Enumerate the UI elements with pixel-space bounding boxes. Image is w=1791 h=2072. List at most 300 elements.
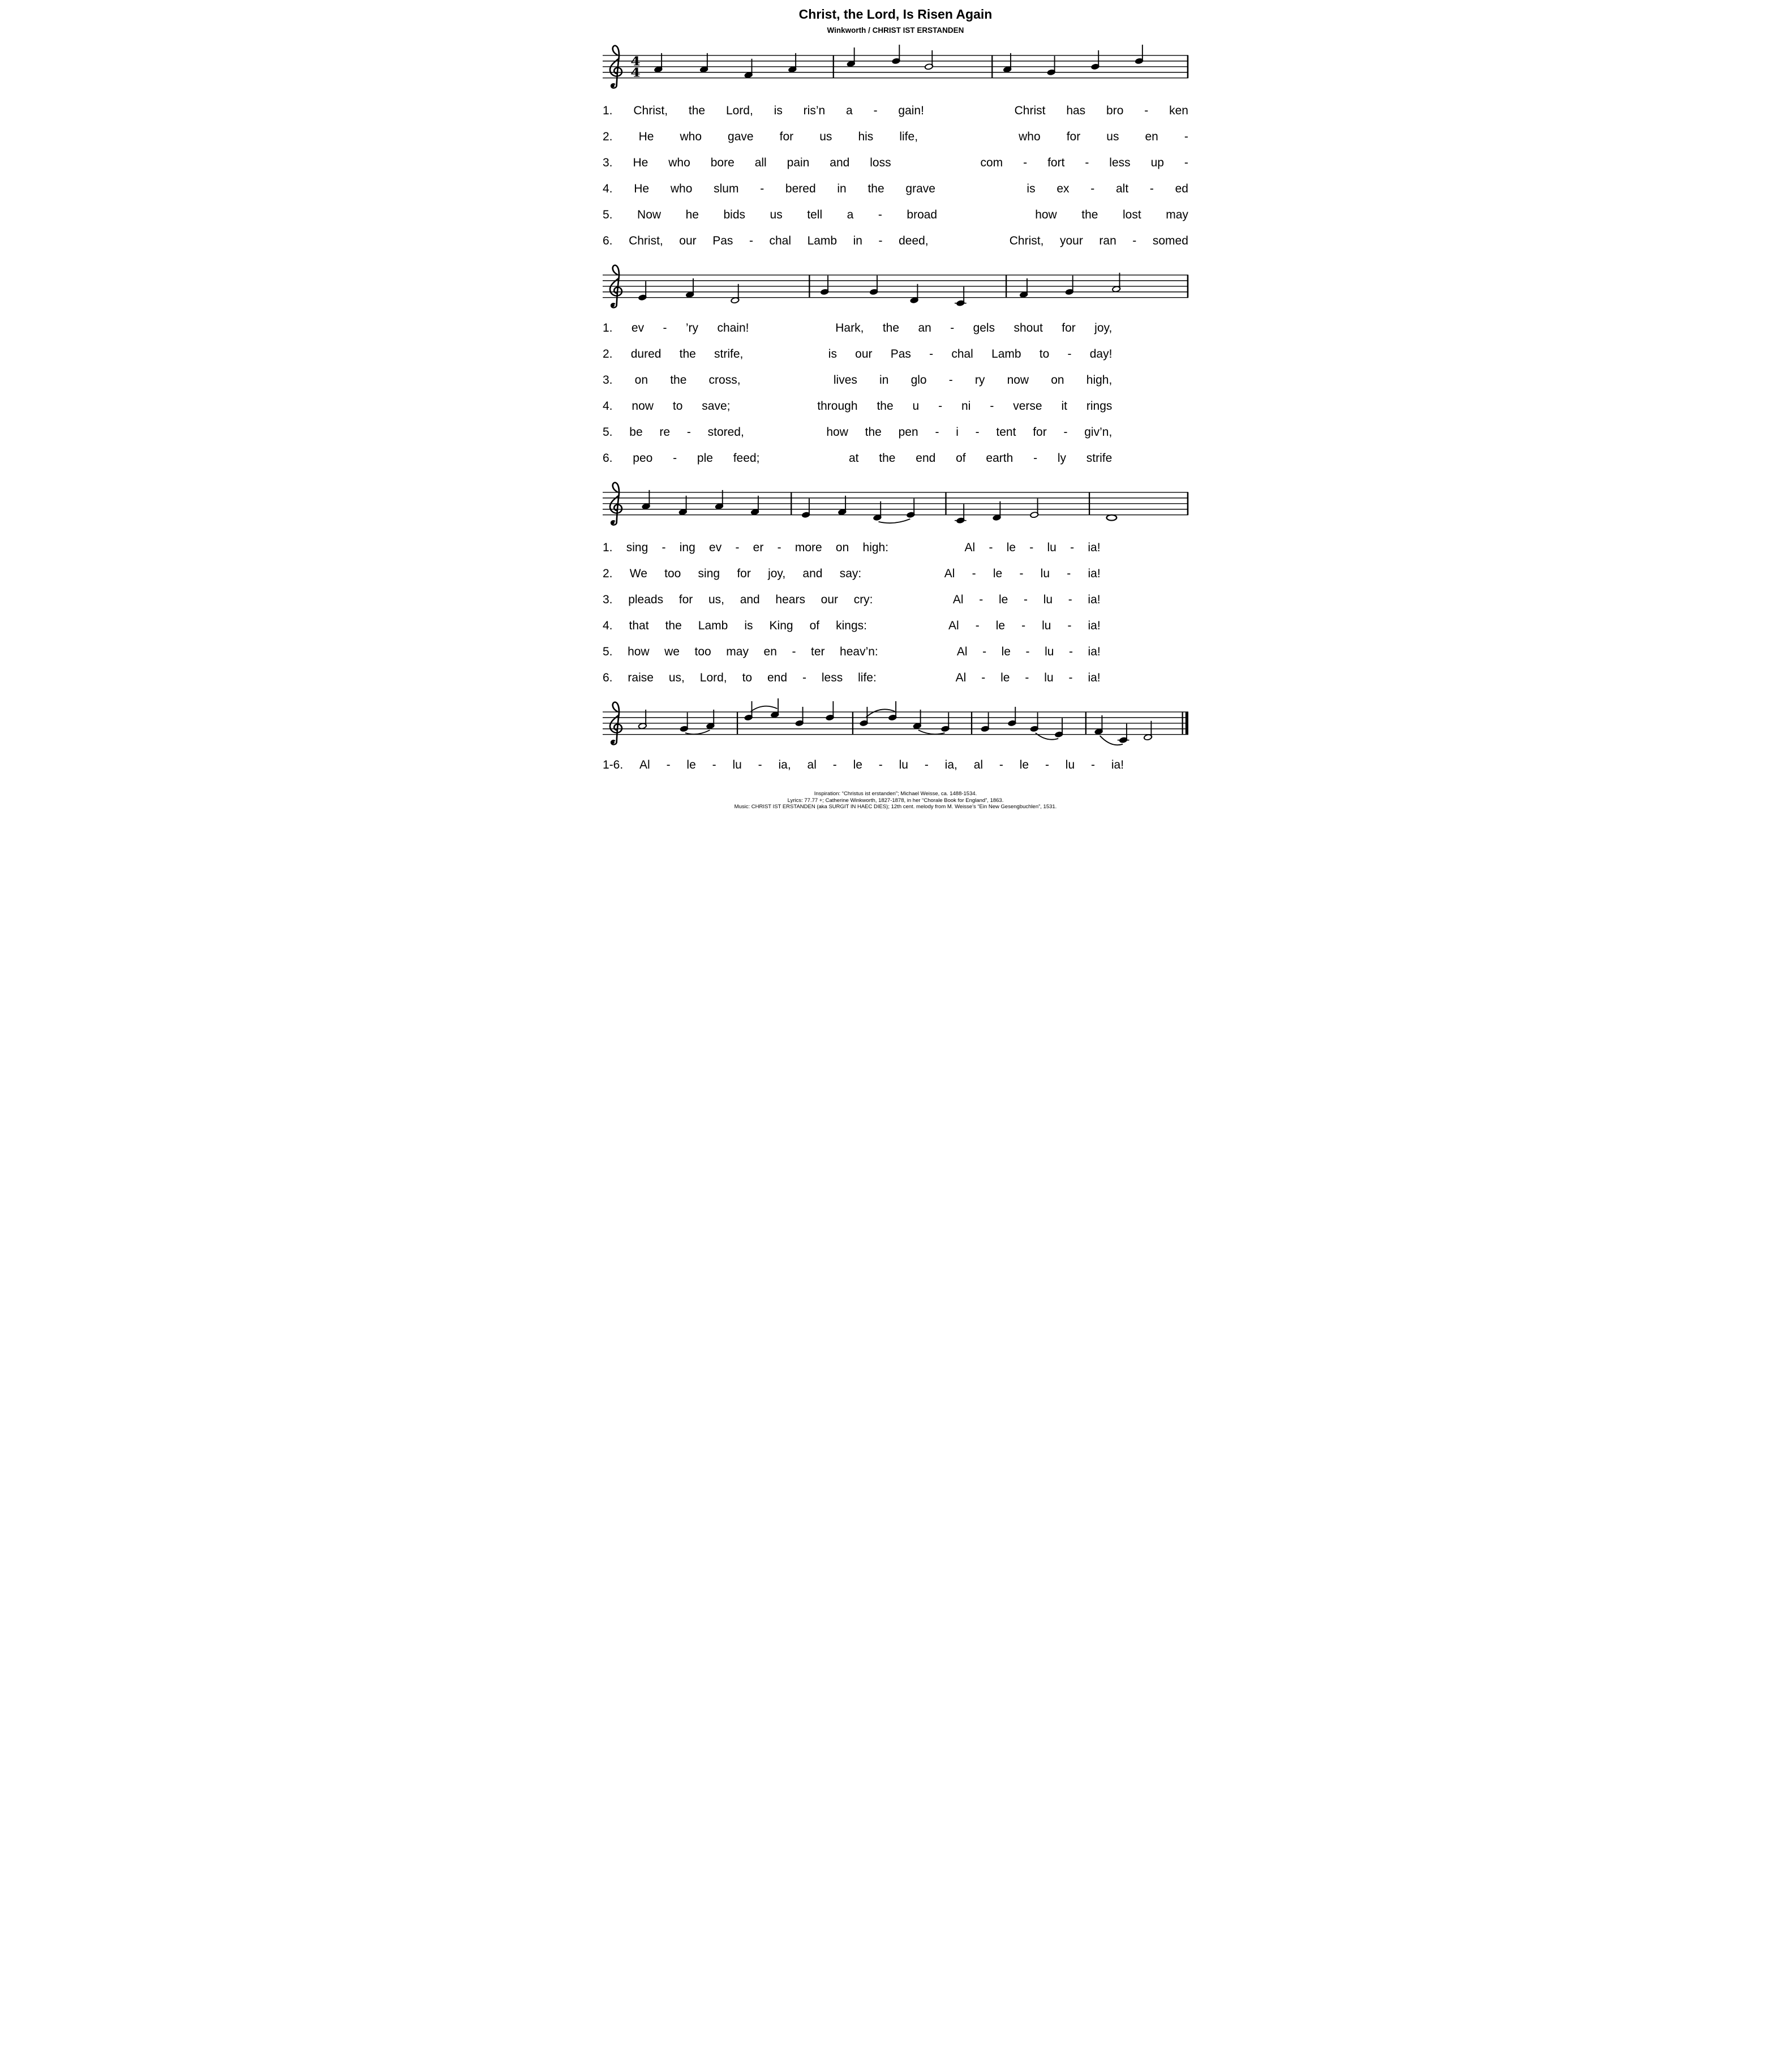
lyric-line: [603, 419, 1112, 445]
lyric-line: [603, 367, 1112, 393]
syllable-hyphen: -: [1025, 645, 1030, 658]
syllable-hyphen: -: [935, 426, 939, 439]
syllable-hyphen: -: [1069, 645, 1073, 658]
lyric-word: 6.: [603, 671, 613, 684]
syllable-hyphen: -: [802, 671, 806, 684]
syllable-hyphen: -: [1070, 541, 1075, 554]
lyric-word: lu: [1045, 645, 1054, 658]
lyric-word: the: [665, 619, 682, 632]
lyric-word: to: [1039, 348, 1050, 361]
syllable-hyphen: -: [999, 758, 1003, 771]
syllable-hyphen: -: [878, 234, 883, 247]
lyric-line: [603, 341, 1112, 367]
lyric-word: for: [1062, 321, 1076, 334]
lyric-line: [603, 315, 1112, 341]
lyric-word: end: [916, 452, 936, 465]
lyric-word: on: [1051, 374, 1064, 387]
lyric-word: gels: [973, 321, 995, 334]
lyric-word: Lord,: [725, 104, 753, 117]
lyric-word: giv’n,: [1084, 426, 1113, 439]
lyric-word: ia!: [1088, 567, 1101, 580]
lyric-word: our: [821, 593, 838, 606]
lyric-word: fort: [1047, 156, 1065, 169]
time-signature: 4: [630, 65, 641, 80]
lyric-word: Lamb: [698, 619, 728, 632]
syllable-hyphen: -: [975, 619, 980, 632]
lyric-word: ex: [1056, 182, 1070, 195]
lyric-line: [603, 587, 1101, 613]
lyric-word: ia!: [1111, 758, 1124, 771]
lyric-word: somed: [1152, 234, 1188, 247]
lyric-word: dured: [630, 348, 662, 361]
lyric-word: us,: [708, 593, 724, 606]
lyric-word: broad: [907, 208, 938, 221]
lyric-word: us: [1106, 130, 1119, 143]
lyric-word: gain!: [898, 104, 924, 117]
lyric-word: le: [1000, 671, 1010, 684]
syllable-hyphen: -: [948, 374, 953, 387]
lyric-word: be: [629, 426, 643, 439]
lyric-word: 6.: [603, 234, 613, 247]
syllable-hyphen: -: [878, 208, 882, 221]
lyric-word: on: [634, 374, 648, 387]
lyric-word: glo: [910, 374, 927, 387]
syllable-hyphen: -: [950, 321, 955, 334]
lyric-line: [603, 665, 1101, 691]
verse-block-2: [603, 315, 1112, 471]
lyric-word: bore: [710, 156, 735, 169]
lyric-word: Al: [952, 593, 964, 606]
lyric-word: day!: [1089, 348, 1113, 361]
lyric-word: the: [688, 104, 706, 117]
lyric-word: 1.: [603, 321, 613, 334]
treble-clef-icon: [613, 702, 619, 743]
lyric-word: the: [882, 321, 900, 334]
lyric-word: bro: [1106, 104, 1124, 117]
lyric-word: le: [686, 758, 696, 771]
lyric-word: and: [802, 567, 823, 580]
lyric-word: less: [1109, 156, 1131, 169]
lyric-word: ia,: [944, 758, 957, 771]
lyric-line: [603, 393, 1112, 419]
lyric-word: for: [678, 593, 693, 606]
lyric-word: through: [817, 400, 858, 413]
lyric-word: ris’n: [803, 104, 826, 117]
lyric-word: high:: [862, 541, 889, 554]
lyric-word: in: [853, 234, 862, 247]
slur: [918, 730, 945, 734]
lyric-word: life:: [858, 671, 877, 684]
lyric-word: chal: [951, 348, 973, 361]
treble-clef-icon: [613, 46, 619, 86]
lyric-word: Christ,: [1009, 234, 1044, 247]
lyric-word: more: [794, 541, 822, 554]
lyric-word: Al: [955, 671, 967, 684]
syllable-hyphen: -: [1085, 156, 1089, 169]
lyric-word: sing: [626, 541, 648, 554]
lyric-word: now: [632, 400, 654, 413]
lyric-word: strife: [1086, 452, 1113, 465]
treble-clef-icon: [611, 521, 615, 524]
lyric-word: He: [638, 130, 654, 143]
syllable-hyphen: -: [663, 321, 667, 334]
lyric-word: kings:: [836, 619, 867, 632]
slur: [878, 519, 910, 523]
syllable-hyphen: -: [1090, 182, 1095, 195]
syllable-hyphen: -: [1033, 452, 1038, 465]
lyric-word: lu: [899, 758, 908, 771]
syllable-hyphen: -: [1045, 758, 1049, 771]
lyric-word: now: [1007, 374, 1029, 387]
syllable-hyphen: -: [873, 104, 878, 117]
lyric-word: 1-6.: [603, 758, 624, 771]
lyric-word: how: [1035, 208, 1057, 221]
lyric-word: too: [694, 645, 711, 658]
lyric-word: lives: [833, 374, 857, 387]
lyric-word: up: [1150, 156, 1164, 169]
lyric-word: 3.: [603, 374, 613, 387]
lyric-word: less: [821, 671, 843, 684]
lyric-word: ia!: [1088, 645, 1101, 658]
lyric-word: of: [956, 452, 966, 465]
lyric-word: gave: [728, 130, 754, 143]
syllable-hyphen: -: [777, 541, 781, 554]
lyric-word: rings: [1086, 400, 1113, 413]
lyric-word: and: [740, 593, 760, 606]
lyric-word: who: [680, 130, 702, 143]
lyric-word: end: [767, 671, 788, 684]
lyric-word: ia,: [778, 758, 791, 771]
lyric-word: en: [1145, 130, 1158, 143]
lyric-word: may: [1166, 208, 1188, 221]
lyric-word: joy,: [768, 567, 786, 580]
lyric-word: us: [819, 130, 832, 143]
lyric-word: Christ,: [633, 104, 668, 117]
syllable-hyphen: -: [662, 541, 666, 554]
lyric-word: ev: [709, 541, 722, 554]
lyric-word: cry:: [853, 593, 873, 606]
lyric-word: 5.: [603, 645, 613, 658]
lyric-word: ia!: [1088, 593, 1101, 606]
lyric-word: Al: [639, 758, 650, 771]
lyric-word: Now: [637, 208, 662, 221]
lyric-word: lu: [732, 758, 742, 771]
credit-music: Music: CHRIST IST ERSTANDEN (aka SURGIT IN HAEC DIES); 12th cent. melody from M. Weisse’s “Ein New Gesengbuchlen”, 1531.: [734, 804, 1057, 810]
lyric-word: has: [1066, 104, 1086, 117]
lyric-word: ia!: [1088, 671, 1101, 684]
lyric-word: lu: [1065, 758, 1075, 771]
syllable-hyphen: -: [1063, 426, 1068, 439]
lyric-word: al: [973, 758, 983, 771]
lyric-word: who: [668, 156, 690, 169]
lyric-word: verse: [1013, 400, 1042, 413]
lyric-word: 5.: [603, 426, 613, 439]
lyric-word: bids: [723, 208, 746, 221]
lyric-line: [603, 561, 1101, 587]
syllable-hyphen: -: [990, 400, 994, 413]
lyric-word: us,: [668, 671, 685, 684]
lyric-word: the: [867, 182, 884, 195]
lyric-word: Al: [948, 619, 959, 632]
page-title: Christ, the Lord, Is Risen Again: [798, 7, 993, 22]
syllable-hyphen: -: [1144, 104, 1149, 117]
verse-block-3: [603, 535, 1101, 691]
lyric-word: Christ,: [629, 234, 663, 247]
lyric-word: le: [998, 593, 1008, 606]
syllable-hyphen: -: [686, 426, 691, 439]
page-subtitle: Winkworth / CHRIST IST ERSTANDEN: [827, 26, 964, 35]
lyric-word: how: [628, 645, 650, 658]
lyric-word: 1.: [603, 104, 613, 117]
lyric-word: for: [737, 567, 751, 580]
lyric-word: your: [1059, 234, 1083, 247]
syllable-hyphen: -: [712, 758, 716, 771]
lyric-word: 1.: [603, 541, 613, 554]
lyric-word: in: [837, 182, 847, 195]
lyric-word: lu: [1040, 567, 1050, 580]
lyric-word: strife,: [714, 348, 744, 361]
syllable-hyphen: -: [938, 400, 943, 413]
treble-clef-icon: [611, 84, 615, 87]
hymn-sheet: [597, 0, 1194, 815]
lyric-word: is: [1027, 182, 1036, 195]
lyric-word: ter: [810, 645, 825, 658]
lyric-line: [603, 613, 1101, 639]
lyric-word: a: [846, 104, 853, 117]
syllable-hyphen: -: [981, 671, 986, 684]
syllable-hyphen: -: [975, 426, 980, 439]
lyric-word: he: [685, 208, 699, 221]
syllable-hyphen: -: [1024, 593, 1028, 606]
treble-clef-icon: [611, 304, 615, 307]
lyric-word: deed,: [899, 234, 929, 247]
lyric-word: 2.: [603, 130, 613, 143]
lyric-word: le: [995, 619, 1006, 632]
lyric-word: shout: [1013, 321, 1043, 334]
lyric-word: 4.: [603, 400, 613, 413]
lyric-word: ry: [974, 374, 985, 387]
lyric-word: high,: [1086, 374, 1113, 387]
lyric-line: [603, 124, 1188, 150]
treble-clef-icon: [611, 741, 615, 744]
lyric-word: who: [670, 182, 693, 195]
lyric-word: alt: [1115, 182, 1129, 195]
lyric-word: a: [847, 208, 854, 221]
credit-inspiration: Inspiration: “Christus ist erstanden”; Michael Weisse, ca. 1488-1534.: [814, 791, 977, 797]
lyric-word: is: [828, 348, 837, 361]
lyric-word: ple: [697, 452, 713, 465]
lyric-word: King: [769, 619, 793, 632]
lyric-word: en: [763, 645, 777, 658]
lyric-word: le: [993, 567, 1003, 580]
syllable-hyphen: -: [666, 758, 671, 771]
lyric-word: life,: [899, 130, 918, 143]
slur: [1036, 733, 1058, 740]
syllable-hyphen: -: [832, 758, 837, 771]
lyric-word: le: [853, 758, 862, 771]
lyric-word: us: [770, 208, 783, 221]
syllable-hyphen: -: [1021, 619, 1026, 632]
syllable-hyphen: -: [1067, 348, 1072, 361]
syllable-hyphen: -: [972, 567, 976, 580]
syllable-hyphen: -: [989, 541, 993, 554]
lyric-word: say:: [839, 567, 862, 580]
lyric-word: that: [629, 619, 649, 632]
credits-footer: [603, 791, 1188, 810]
lyric-word: save;: [702, 400, 731, 413]
lyric-word: Lamb: [807, 234, 837, 247]
lyric-word: who: [1019, 130, 1041, 143]
time-signature: 4: [630, 54, 641, 69]
syllable-hyphen: -: [924, 758, 929, 771]
lyric-word: may: [726, 645, 749, 658]
lyric-word: Pas: [890, 348, 911, 361]
lyric-word: pain: [787, 156, 810, 169]
lyric-word: u: [912, 400, 920, 413]
treble-clef-icon: [613, 265, 619, 306]
music-staff-4: [603, 696, 1188, 749]
lyric-word: our: [679, 234, 697, 247]
music-staff-3: [603, 476, 1188, 529]
lyric-word: his: [858, 130, 874, 143]
lyric-word: is: [744, 619, 753, 632]
lyric-line: [603, 150, 1188, 176]
lyric-word: lu: [1042, 619, 1051, 632]
lyric-word: hears: [775, 593, 805, 606]
lyric-word: al: [807, 758, 817, 771]
lyric-word: We: [629, 567, 647, 580]
lyric-word: for: [779, 130, 794, 143]
lyric-word: the: [879, 452, 896, 465]
lyric-word: to: [672, 400, 683, 413]
syllable-hyphen: -: [1025, 671, 1029, 684]
lyric-word: ni: [961, 400, 971, 413]
syllable-hyphen: -: [1019, 567, 1024, 580]
lyric-line: [603, 445, 1112, 471]
lyric-word: chal: [769, 234, 792, 247]
lyric-word: loss: [870, 156, 891, 169]
syllable-hyphen: -: [1023, 156, 1028, 169]
lyric-word: com: [980, 156, 1003, 169]
lyric-word: on: [835, 541, 849, 554]
lyric-line: [603, 535, 1101, 561]
lyric-line: [603, 228, 1188, 254]
lyric-word: Christ: [1014, 104, 1046, 117]
lyric-word: the: [877, 400, 894, 413]
lyric-word: it: [1061, 400, 1067, 413]
lyric-word: 4.: [603, 182, 613, 195]
lyric-word: pleads: [628, 593, 664, 606]
refrain-line: [603, 752, 1124, 778]
lyric-word: ev: [631, 321, 645, 334]
lyric-word: i: [956, 426, 959, 439]
lyric-word: of: [809, 619, 820, 632]
lyric-word: is: [774, 104, 783, 117]
syllable-hyphen: -: [1068, 671, 1073, 684]
lyric-line: [603, 202, 1188, 228]
lyric-word: lu: [1047, 541, 1056, 554]
lyric-word: the: [1081, 208, 1098, 221]
lyric-word: how: [826, 426, 848, 439]
syllable-hyphen: -: [1091, 758, 1095, 771]
treble-clef-icon: [613, 483, 619, 523]
lyric-word: an: [918, 321, 931, 334]
lyric-word: er: [753, 541, 764, 554]
lyric-word: and: [830, 156, 850, 169]
lyric-word: Al: [944, 567, 955, 580]
lyric-word: grave: [905, 182, 935, 195]
lyric-word: for: [1033, 426, 1047, 439]
lyric-word: Pas: [712, 234, 733, 247]
lyric-word: Al: [956, 645, 968, 658]
whole-note: [1107, 515, 1117, 521]
lyric-word: He: [633, 156, 648, 169]
lyric-word: ran: [1099, 234, 1116, 247]
lyric-word: lu: [1043, 593, 1053, 606]
lyric-word: chain!: [717, 321, 749, 334]
lyric-line: [603, 752, 1124, 778]
slur: [685, 730, 710, 734]
credit-lyrics: Lyrics: 77.77 +; Catherine Winkworth, 1827-1878, in her “Chorale Book for England”, 1863.: [787, 797, 1004, 804]
syllable-hyphen: -: [982, 645, 987, 658]
lyric-word: all: [754, 156, 767, 169]
syllable-hyphen: -: [1068, 593, 1072, 606]
lyric-word: ken: [1169, 104, 1188, 117]
lyric-word: sing: [698, 567, 720, 580]
final-barline: [1186, 712, 1188, 735]
syllable-hyphen: -: [735, 541, 740, 554]
lyric-line: [603, 176, 1188, 202]
lyric-line: [603, 98, 1188, 124]
lyric-word: 4.: [603, 619, 613, 632]
syllable-hyphen: -: [1184, 156, 1188, 169]
lyric-word: ’ry: [685, 321, 699, 334]
lyric-word: cross,: [708, 374, 741, 387]
lyric-word: le: [1019, 758, 1029, 771]
lyric-word: the: [679, 348, 696, 361]
lyric-word: re: [659, 426, 671, 439]
lyric-word: Hark,: [835, 321, 864, 334]
lyric-word: our: [855, 348, 873, 361]
lyric-word: 2.: [603, 348, 613, 361]
lyric-word: le: [1006, 541, 1016, 554]
syllable-hyphen: -: [1149, 182, 1154, 195]
syllable-hyphen: -: [673, 452, 677, 465]
lyric-word: heav’n:: [840, 645, 878, 658]
lyric-word: at: [849, 452, 859, 465]
lyric-word: in: [879, 374, 889, 387]
syllable-hyphen: -: [1029, 541, 1034, 554]
lyric-word: lost: [1122, 208, 1141, 221]
lyric-word: tell: [807, 208, 823, 221]
lyric-word: stored,: [707, 426, 744, 439]
lyric-word: peo: [633, 452, 653, 465]
lyric-word: the: [865, 426, 882, 439]
music-staff-2: [603, 259, 1188, 312]
lyric-word: 5.: [603, 208, 613, 221]
syllable-hyphen: -: [878, 758, 883, 771]
lyric-word: 3.: [603, 156, 613, 169]
slur: [751, 706, 778, 711]
syllable-hyphen: -: [929, 348, 934, 361]
lyric-word: ly: [1057, 452, 1067, 465]
syllable-hyphen: -: [749, 234, 753, 247]
lyric-word: Lamb: [991, 348, 1021, 361]
syllable-hyphen: -: [1067, 619, 1072, 632]
lyric-word: slum: [714, 182, 739, 195]
lyric-word: tent: [996, 426, 1016, 439]
lyric-line: [603, 639, 1101, 665]
